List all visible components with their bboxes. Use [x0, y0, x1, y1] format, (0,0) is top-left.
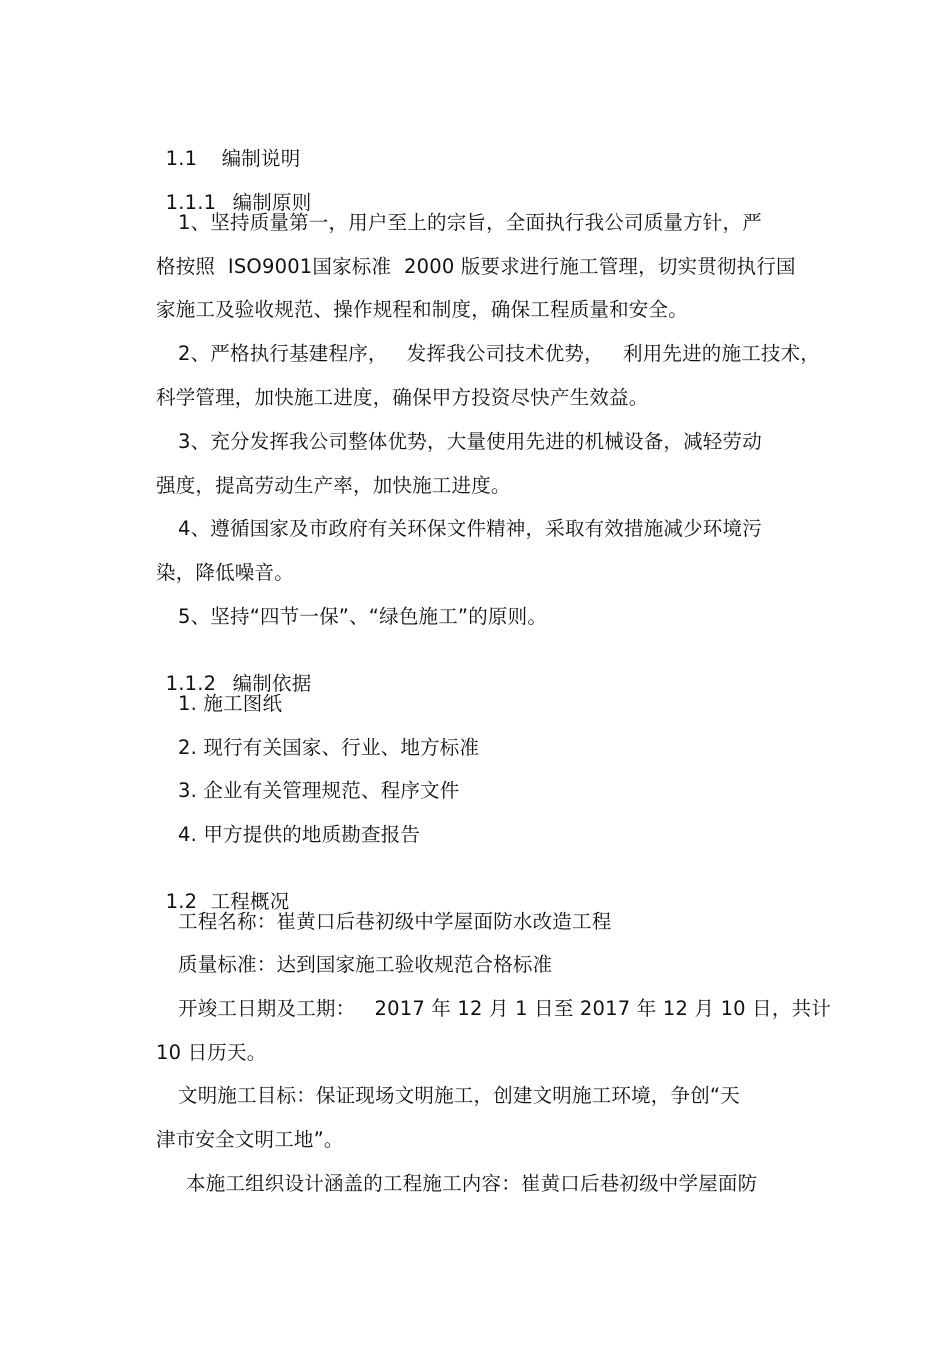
section-title: 编制原则 — [232, 191, 312, 214]
section-number: 1.1.2 — [165, 672, 217, 695]
principle-2-line-1: 2、严格执行基建程序， 发挥我公司技术优势， 利用先进的施工技术， — [178, 342, 820, 365]
principle-1-line-1: 1、坚持质量第一，用户至上的宗旨，全面执行我公司质量方针，严 — [178, 211, 762, 234]
principle-1-line-2: 格按照 ISO9001国家标准 2000 版要求进行施工管理，切实贯彻执行国 — [156, 255, 796, 278]
scope-line-1: 本施工组织设计涵盖的工程施工内容：崔黄口后巷初级中学屋面防 — [186, 1172, 758, 1195]
principle-1-line-3: 家施工及验收规范、操作规程和制度，确保工程质量和安全。 — [156, 298, 688, 321]
project-name: 工程名称：崔黄口后巷初级中学屋面防水改造工程 — [178, 910, 612, 933]
quality-standard: 质量标准：达到国家施工验收规范合格标准 — [178, 953, 553, 976]
civilized-goal-line-1: 文明施工目标：保证现场文明施工，创建文明施工环境，争创“天 — [178, 1084, 740, 1107]
principle-5-line-1: 5、坚持“四节一保”、“绿色施工”的原则。 — [178, 605, 548, 628]
principle-2-line-2: 科学管理，加快施工进度，确保甲方投资尽快产生效益。 — [156, 386, 649, 409]
civilized-goal-line-2: 津市安全文明工地”。 — [156, 1128, 344, 1151]
schedule-line-2: 10 日历天。 — [156, 1041, 267, 1064]
section-number: 1.2 — [165, 890, 198, 913]
section-number: 1.1.1 — [165, 191, 217, 214]
section-number: 1.1 — [165, 147, 198, 170]
basis-item-3: 3. 企业有关管理规范、程序文件 — [178, 779, 460, 802]
section-title: 工程概况 — [210, 890, 290, 913]
schedule-line-1: 开竣工日期及工期： 2017 年 12 月 1 日至 2017 年 12 月 10 日，共计 — [178, 997, 831, 1020]
principle-4-line-1: 4、遵循国家及市政府有关环保文件精神，采取有效措施减少环境污 — [178, 517, 762, 540]
basis-item-2: 2. 现行有关国家、行业、地方标准 — [178, 736, 480, 759]
section-title: 编制说明 — [221, 147, 301, 170]
basis-item-1: 1. 施工图纸 — [178, 692, 283, 715]
principle-3-line-2: 强度，提高劳动生产率，加快施工进度。 — [156, 474, 511, 497]
principle-3-line-1: 3、充分发挥我公司整体优势，大量使用先进的机械设备，减轻劳动 — [178, 430, 762, 453]
basis-item-4: 4. 甲方提供的地质勘查报告 — [178, 823, 421, 846]
principle-4-line-2: 染，降低噪音。 — [156, 561, 294, 584]
section-title: 编制依据 — [232, 672, 312, 695]
